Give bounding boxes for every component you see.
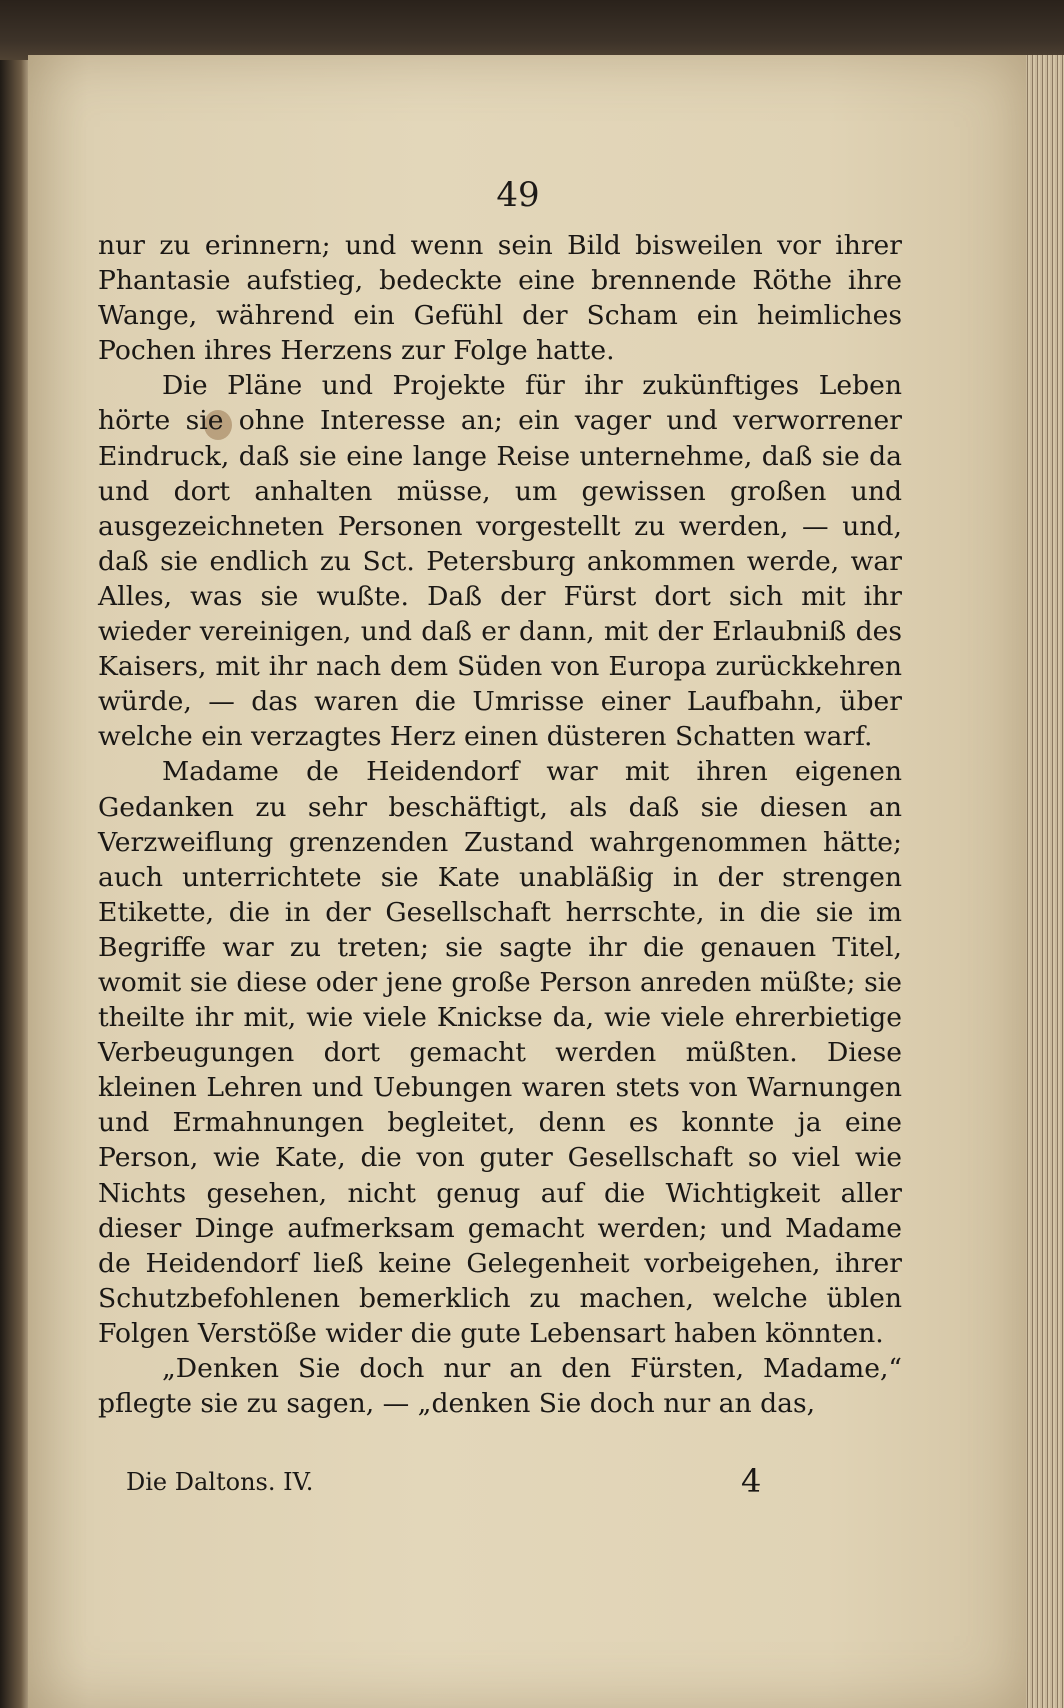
- paragraph-continuation: nur zu erinnern; und wenn sein Bild bisweilen vor ihrer Phantasie aufstieg, bedeckte eine brennende Röthe ihre Wange, während ein Gefühl der Scham ein heimliches Pochen ihres Herzens zur Folge hatte.: [98, 230, 902, 367]
- page-number: 49: [496, 175, 540, 215]
- book-page: [28, 55, 1026, 1708]
- page-footer: [126, 1462, 766, 1508]
- paragraph: Madame de Heidendorf war mit ihren eigenen Gedanken zu sehr beschäftigt, als daß sie diesen an Verzweiflung grenzenden Zustand wahrgenommen hätte; auch unterrichtete sie Kate unabläßig in der strengen Etikette, die in der Gesellschaft herrschte, in die sie im Begriffe war zu treten; sie sagte ihr die genauen Titel, womit sie diese oder jene große Person anreden müßte; sie theilte ihr mit, wie viele Knickse da, wie viele ehrerbietige Verbeugungen dort gemacht werden müßten. Diese kleinen Lehren und Uebungen waren stets von Warnungen und Ermahnungen begleitet, denn es konnte ja eine Person, wie Kate, die von guter Gesellschaft so viel wie Nichts gesehen, nicht genug auf die Wichtigkeit aller dieser Dinge aufmerksam gemacht werden; und Madame de Heidendorf ließ keine Gelegenheit vorbeigehen, ihrer Schutzbefohlenen bemerklich zu machen, welche üblen Folgen Verstöße wider die gute Lebensart haben könnten.: [98, 756, 902, 1349]
- printer-signature: Die Daltons. IV.: [126, 1468, 314, 1496]
- facing-page-edge: [0, 60, 30, 1708]
- body-text: [98, 228, 902, 1421]
- paragraph: Die Pläne und Projekte für ihr zukünftiges Leben hörte sie ohne Interesse an; ein vager und verworrener Eindruck, daß sie eine lange Reise unternehme, daß sie da und dort anhalten müsse, um gewissen großen und ausgezeichneten Personen vorgestellt zu werden, — und, daß sie endlich zu Sct. Petersburg ankommen werde, war Alles, was sie wußte. Daß der Fürst dort sich mit ihr wieder vereinigen, und daß er dann, mit der Erlaubniß des Kaisers, mit ihr nach dem Süden von Europa zurückkehren würde, — das waren die Umrisse einer Laufbahn, über welche ein verzagtes Herz einen düsteren Schatten warf.: [98, 370, 902, 753]
- sheet-number: 4: [741, 1462, 762, 1500]
- paragraph: „Denken Sie doch nur an den Fürsten, Madame,“ pflegte sie zu sagen, — „denken Sie doch nur an das,: [98, 1353, 902, 1420]
